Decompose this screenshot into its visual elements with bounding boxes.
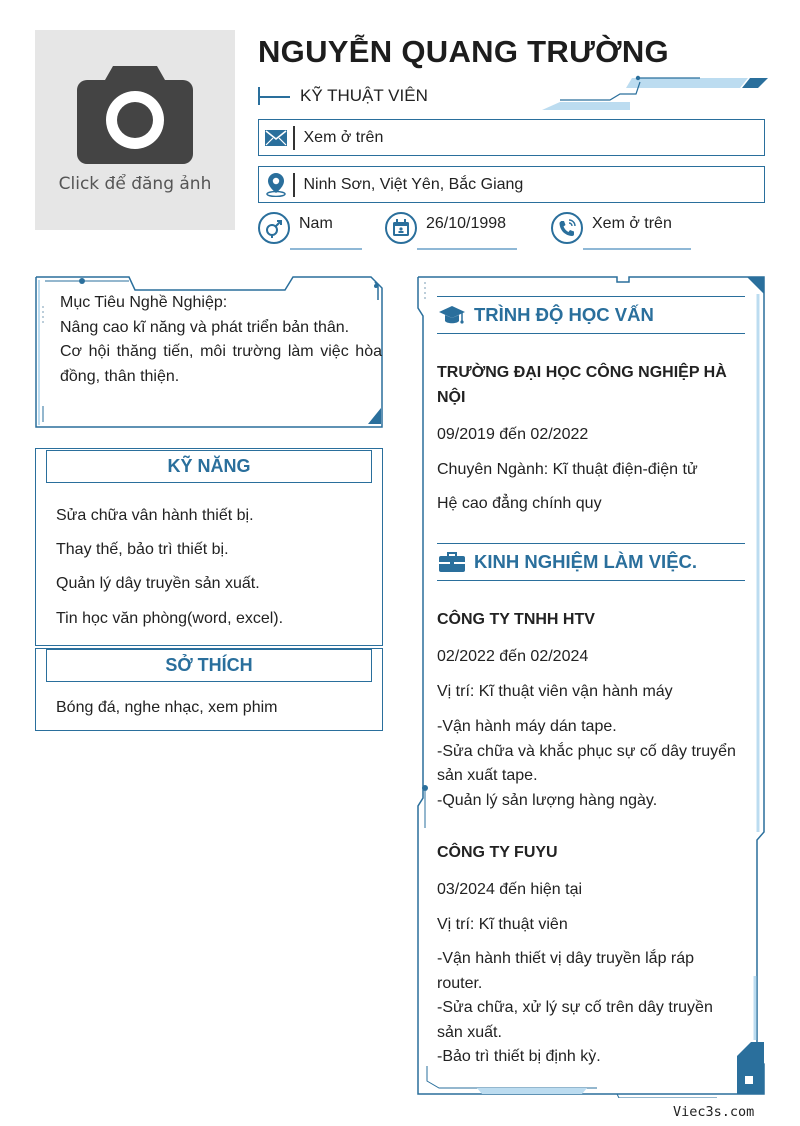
objective-section [35,276,383,429]
gender-underline [290,248,362,250]
objective-heading: Mục Tiêu Nghề Nghiệp: [60,294,228,311]
hobby-text: Bóng đá, nghe nhạc, xem phim [56,699,278,716]
field-divider [293,173,295,197]
objective-line: Nâng cao kĩ năng và phát triển bản thân. [60,318,350,336]
address-field [258,166,765,203]
job-duty: -Sửa chữa và khắc phục sự cố dây truyển sản xuất tape. [437,742,736,784]
job-period: 02/2022 đến 02/2024 [437,648,589,665]
calendar-icon [385,212,417,244]
dob-field [385,210,520,250]
avatar-upload[interactable] [35,30,235,230]
camera-icon [75,60,195,166]
mail-icon [259,120,293,155]
graduation-cap-icon [437,300,467,330]
field-divider [293,126,295,150]
job-duty: -Sửa chữa, xử lý sự cố trên dây truyền sản xuất. [437,999,713,1041]
phone-icon [551,212,583,244]
header-decoration [540,74,770,114]
email-field [258,119,765,156]
education-title: TRÌNH ĐỘ HỌC VẤN [474,304,654,325]
company-name: CÔNG TY TNHH HTV [437,611,595,628]
job-title-row [258,84,428,108]
hobby-title: SỞ THÍCH [46,649,372,682]
experience-title: KINH NGHIỆM LÀM VIỆC. [474,551,698,572]
briefcase-icon [437,547,467,577]
job-duty: -Vận hành thiết vị dây truyền lắp ráp router. [437,950,695,992]
job-position: Vị trí: Kĩ thuật viên vận hành máy [437,683,673,700]
skill-item: Sửa chữa vân hành thiết bị. [56,507,254,524]
job-description [437,715,742,813]
photo-caption: Click để đăng ảnh [58,174,212,194]
skill-item: Quản lý dây truyền sản xuất. [56,575,260,592]
gender-field [258,210,368,250]
experience-header [437,543,745,581]
school-name: TRƯỜNG ĐẠI HỌC CÔNG NGHIỆP HÀ NỘI [437,364,727,406]
phone-field [551,210,691,250]
job-period: 03/2024 đến hiện tại [437,881,583,898]
candidate-name: NGUYỄN QUANG TRƯỜNG [258,34,669,69]
education-major: Chuyên Ngành: Kĩ thuật điện-điện tử [437,461,698,478]
skills-title: KỸ NĂNG [46,450,372,483]
skill-item: Thay thế, bảo trì thiết bị. [56,541,229,558]
objective-text [60,291,382,389]
education-level: Hệ cao đẳng chính quy [437,495,602,512]
education-header [437,296,745,334]
location-pin-icon [259,167,293,202]
hobby-section [35,648,383,731]
job-title: KỸ THUẬT VIÊN [300,86,428,105]
email-value: Xem ở trên [303,128,384,146]
phone-underline [583,248,691,250]
skills-section [35,448,383,646]
dob-underline [417,248,517,250]
job-duty: -Bảo trì thiết bị định kỳ. [437,1048,601,1065]
objective-line: Cơ hội thăng tiến, môi trường làm việc hòa đồng, thân thiện. [60,343,382,385]
education-period: 09/2019 đến 02/2022 [437,426,589,443]
phone-value: Xem ở trên [592,215,672,232]
job-position: Vị trí: Kĩ thuật viên [437,916,568,933]
title-marker [258,86,294,106]
job-duty: -Vận hành máy dán tape. [437,718,617,735]
company-name: CÔNG TY FUYU [437,844,558,861]
site-watermark: Viec3s.com [673,1104,755,1120]
gender-icon [258,212,290,244]
job-description [437,947,742,1070]
address-value: Ninh Sơn, Việt Yên, Bắc Giang [303,175,524,193]
dob-value: 26/10/1998 [426,215,507,232]
gender-value: Nam [299,215,333,232]
skill-item: Tin học văn phòng(word, excel). [56,610,284,627]
job-duty: -Quản lý sản lượng hàng ngày. [437,791,658,809]
